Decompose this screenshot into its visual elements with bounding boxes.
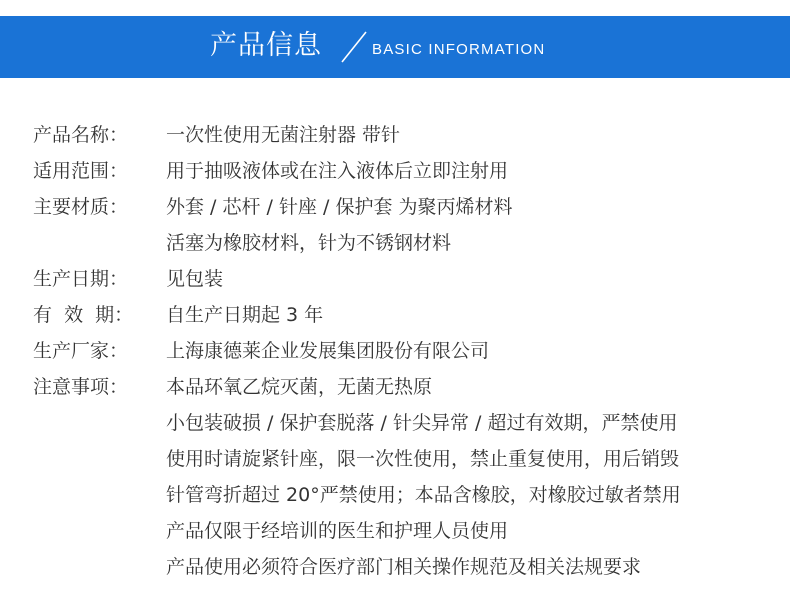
info-row xyxy=(33,189,773,261)
info-label: 注意事项： xyxy=(33,376,129,398)
info-value-line: 用于抽吸液体或在注入液体后立即注射用 xyxy=(166,160,509,182)
info-value-line: 使用时请旋紧针座，限一次性使用，禁止重复使用，用后销毁 xyxy=(166,448,680,470)
info-row xyxy=(33,333,773,369)
info-label: 有 效 期： xyxy=(33,304,134,326)
info-value-line: 上海康德莱企业发展集团股份有限公司 xyxy=(166,340,490,362)
info-row xyxy=(33,297,773,333)
info-row xyxy=(33,153,773,189)
info-label: 适用范围： xyxy=(33,160,129,182)
info-value xyxy=(166,369,773,585)
info-label: 主要材质： xyxy=(33,196,129,218)
info-value-line: 一次性使用无菌注射器 带针 xyxy=(166,124,401,146)
section-subtitle: BASIC INFORMATION xyxy=(372,41,546,58)
info-value-line: 小包装破损 / 保护套脱落 / 针尖异常 / 超过有效期，严禁使用 xyxy=(166,412,678,434)
info-value xyxy=(166,189,773,261)
info-value-line: 见包装 xyxy=(166,268,224,290)
info-value xyxy=(166,261,773,297)
product-info-list xyxy=(33,117,773,585)
slash-divider-icon xyxy=(338,30,368,64)
info-label: 生产厂家： xyxy=(33,340,129,362)
info-label: 产品名称： xyxy=(33,124,129,146)
info-value xyxy=(166,333,773,369)
info-value-line: 外套 / 芯杆 / 针座 / 保护套 为聚丙烯材料 xyxy=(166,196,513,218)
info-value xyxy=(166,297,773,333)
info-value-line: 针管弯折超过 20°严禁使用；本品含橡胶，对橡胶过敏者禁用 xyxy=(166,484,681,506)
info-row xyxy=(33,369,773,585)
info-row xyxy=(33,117,773,153)
section-banner xyxy=(0,16,790,78)
info-row xyxy=(33,261,773,297)
info-value-line: 本品环氧乙烷灭菌，无菌无热原 xyxy=(166,376,433,398)
info-value-line: 活塞为橡胶材料，针为不锈钢材料 xyxy=(166,232,452,254)
info-value xyxy=(166,117,773,153)
info-label: 生产日期： xyxy=(33,268,129,290)
info-value-line: 自生产日期起 3 年 xyxy=(166,304,324,326)
section-title: 产品信息 xyxy=(210,30,322,61)
info-value-line: 产品仅限于经培训的医生和护理人员使用 xyxy=(166,520,509,542)
info-value-line: 产品使用必须符合医疗部门相关操作规范及相关法规要求 xyxy=(166,556,642,578)
info-value xyxy=(166,153,773,189)
